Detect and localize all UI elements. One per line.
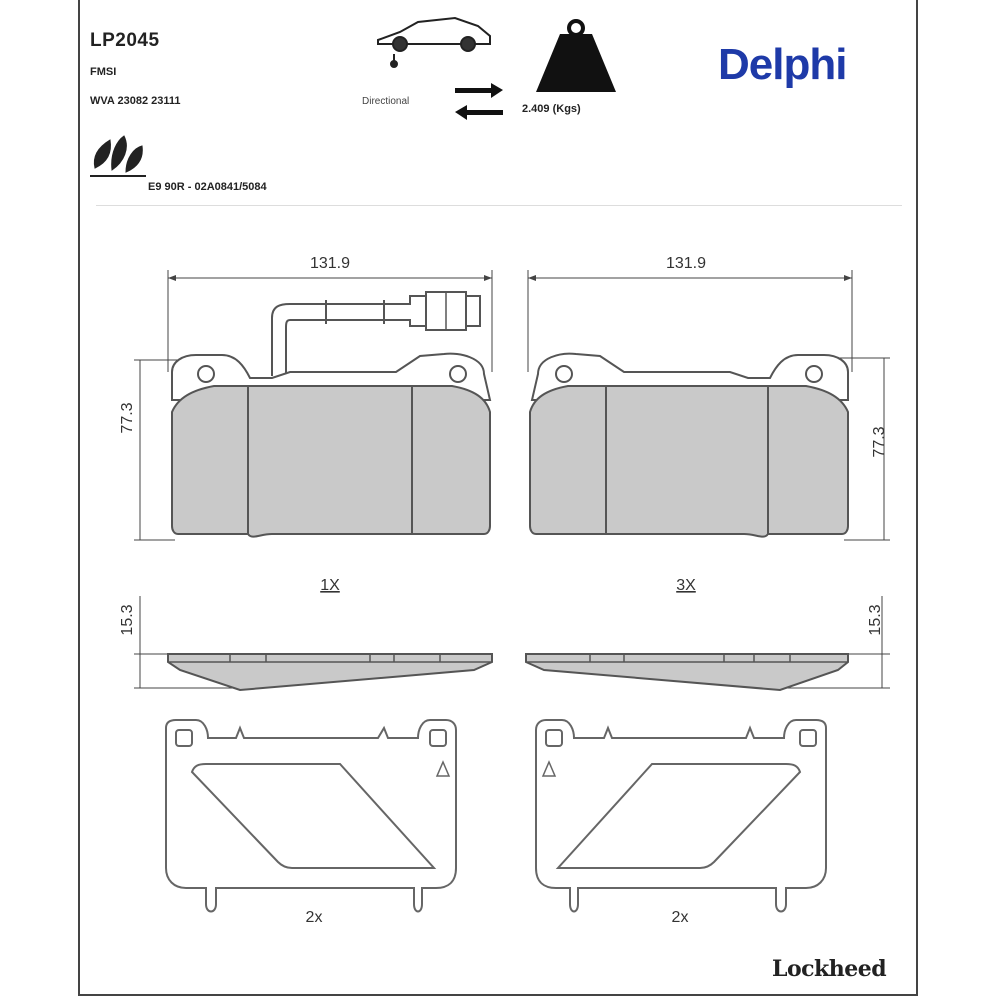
thickness-dimension-left: 15.3 <box>119 604 136 636</box>
wva-numbers: WVA 23082 23111 <box>90 95 181 107</box>
shim-quantity-right: 2x <box>671 909 689 926</box>
width-dimension-left: 131.9 <box>309 255 351 272</box>
shim-right <box>536 720 826 912</box>
pad-front-view-left <box>134 270 492 540</box>
weight-value: 2.409 (Kgs) <box>522 103 581 115</box>
brand-logo: Delphi <box>718 40 847 89</box>
footer-brand-logo: Lockheed <box>772 956 887 982</box>
height-dimension-right: 77.3 <box>871 426 888 458</box>
car-icon <box>378 18 490 67</box>
directional-arrows-icon <box>455 83 503 120</box>
eco-leaf-icon <box>90 136 146 176</box>
thickness-dimension-right: 15.3 <box>867 604 884 636</box>
weight-icon <box>536 21 616 92</box>
part-number: LP2045 <box>90 30 160 51</box>
height-dimension-left: 77.3 <box>119 402 136 434</box>
directional-label: Directional <box>362 96 410 107</box>
pad-side-view-right <box>526 596 890 690</box>
shim-quantity-left: 2x <box>305 909 323 926</box>
pad-side-view-left <box>134 596 492 690</box>
shim-left <box>166 720 456 912</box>
pad-quantity-right: 3X <box>676 577 696 594</box>
fmsi-label: FMSI <box>90 66 117 78</box>
width-dimension-right: 131.9 <box>665 255 707 272</box>
pad-front-view-right <box>528 270 890 540</box>
certification-number: E9 90R - 02A0841/5084 <box>148 181 267 193</box>
pad-quantity-left: 1X <box>320 577 340 594</box>
